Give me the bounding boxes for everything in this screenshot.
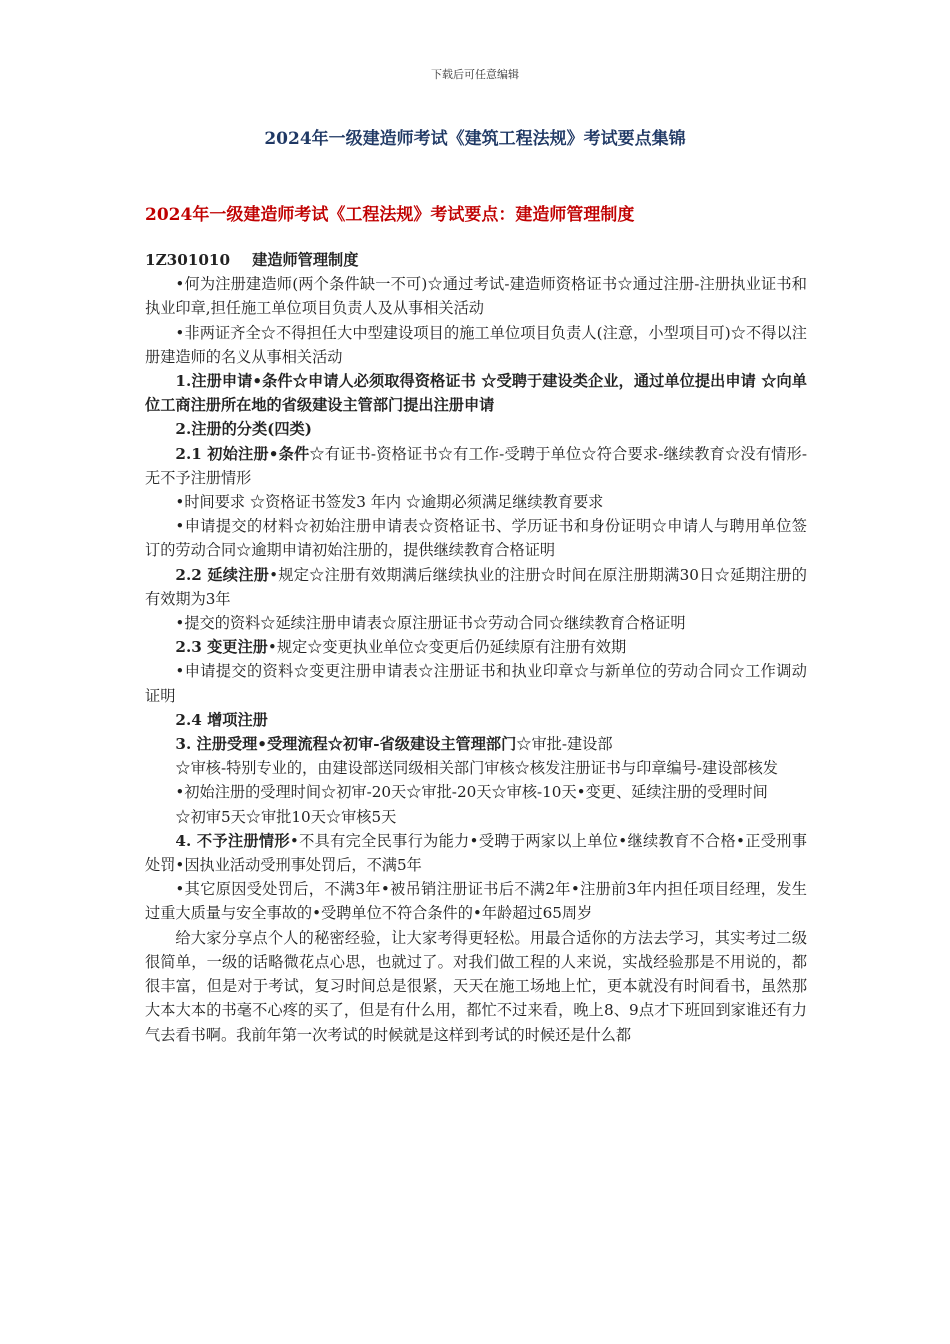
paragraph-2: •非两证齐全☆不得担任大中型建设项目的施工单位项目负责人(注意，小型项目可)☆不得以注册建造师的名义从事相关活动 (145, 323, 807, 366)
paragraph-10-heading: 2.3 变更注册 (175, 638, 268, 657)
paragraph-15: •初始注册的受理时间☆初审-20天☆审批-20天☆审核-10天•变更、延续注册的受理时间 (175, 783, 768, 802)
paragraph-17-heading: 4. 不予注册情形 (175, 831, 290, 850)
paragraph-5-text: ☆有证书-资格证书☆有工作-受聘于单位☆符合要求-继续教育☆没有情形-无不予注册情形 (145, 444, 807, 487)
paragraph-8 (145, 563, 807, 611)
paragraph-12: 2.4 增项注册 (175, 710, 268, 729)
paragraph-6: •时间要求 ☆资格证书签发3 年内 ☆逾期必须满足继续教育要求 (175, 493, 604, 512)
paragraph-17-text: •不具有完全民事行为能力•受聘于两家以上单位•继续教育不合格•正受刑事处罚•因执业活动受刑事处罚后，不满5年 (145, 831, 807, 875)
paragraph-5-heading: 2.1 初始注册•条件 (175, 444, 310, 463)
paragraph-3: 1.注册申请•条件☆申请人必须取得资格证书 ☆受聘于建设类企业，通过单位提出申请 ☆向单位工商注册所在地的省级建设主管部门提出注册申请 (145, 372, 807, 415)
paragraph-8-heading: 2.2 延续注册 (175, 565, 270, 584)
paragraph-13-text: ☆审批-建设部 (516, 735, 613, 754)
paragraph-7: •申请提交的材料☆初始注册申请表☆资格证书、学历证书和身份证明☆申请人与聘用单位签订的劳动合同☆逾期申请初始注册的，提供继续教育合格证明 (145, 517, 807, 560)
paragraph-16: ☆初审5天☆审批10天☆审核5天 (175, 807, 397, 826)
document-body (145, 248, 807, 1047)
section-code-title: 建造师管理制度 (252, 251, 359, 269)
paragraph-1: •何为注册建造师(两个条件缺一不可)☆通过考试-建造师资格证书☆通过注册-注册执业证书和执业印章,担任施工单位项目负责人及从事相关活动 (145, 275, 807, 318)
paragraph-11: •申请提交的资料☆变更注册申请表☆注册证书和执业印章☆与新单位的劳动合同☆工作调动证明 (145, 662, 807, 705)
paragraph-19: 给大家分享点个人的秘密经验，让大家考得更轻松。用最合适你的方法去学习，其实考过二级很简单，一级的话略微花点心思，也就过了。对我们做工程的人来说，实战经验那是不用说的，都很丰富，但是对于考试，复习时间总是很紧，天天在施工场地上忙，更本就没有时间看书，虽然那大本大本的书毫不心疼的买了，但是有什么用，都忙不过来看，晚上8、9点才下班回到家谁还有力气去看书啊。我前年第一次考试的时候就是这样到考试的时候还是什么都 (145, 928, 807, 1044)
paragraph-14: ☆审核-特别专业的，由建设部送同级相关部门审核☆核发注册证书与印章编号-建设部核发 (175, 759, 778, 778)
paragraph-10 (145, 635, 807, 659)
section-code: 1Z301010 (145, 251, 231, 269)
document-title: 2024年一级建造师考试《建筑工程法规》考试要点集锦 (264, 129, 686, 149)
section-title: 2024年一级建造师考试《工程法规》考试要点：建造师管理制度 (145, 205, 635, 225)
paragraph-10-text: •规定☆变更执业单位☆变更后仍延续原有注册有效期 (267, 638, 627, 657)
paragraph-13-heading: 3. 注册受理•受理流程☆初审-省级建设主管理部门 (175, 735, 517, 754)
paragraph-8-text: •规定☆注册有效期满后继续执业的注册☆时间在原注册期满30日☆延期注册的有效期为3年 (145, 565, 807, 608)
header-note: 下载后可任意编辑 (431, 68, 519, 81)
paragraph-17 (145, 829, 807, 877)
section-code-line (145, 248, 807, 272)
paragraph-13 (145, 732, 807, 756)
paragraph-9: •提交的资料☆延续注册申请表☆原注册证书☆劳动合同☆继续教育合格证明 (175, 614, 686, 633)
paragraph-4: 2.注册的分类(四类) (175, 420, 312, 439)
paragraph-5 (145, 442, 807, 490)
paragraph-18: •其它原因受处罚后，不满3年•被吊销注册证书后不满2年•注册前3年内担任项目经理，发生过重大质量与安全事故的•受聘单位不符合条件的•年龄超过65周岁 (145, 880, 807, 923)
